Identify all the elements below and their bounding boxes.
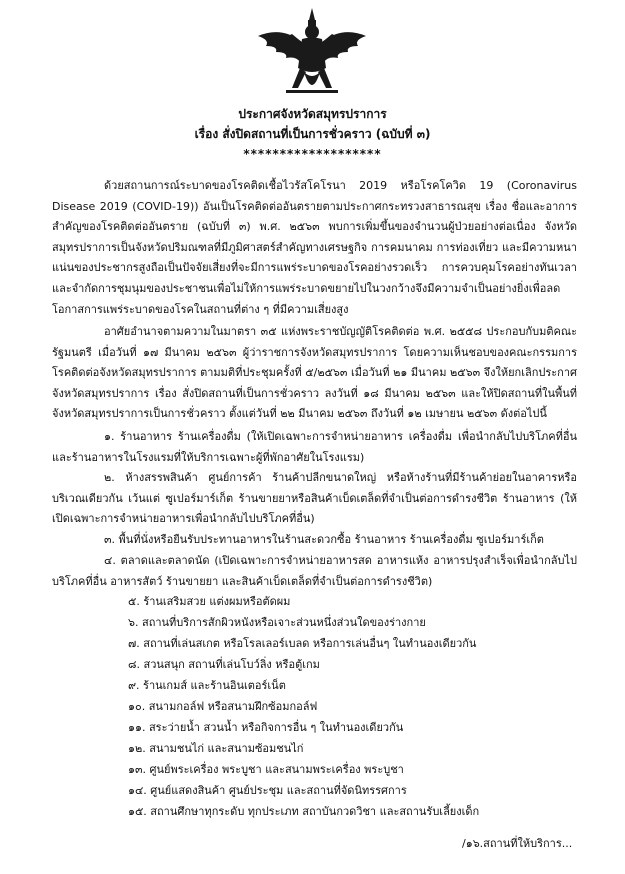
list-item: ๑. ร้านอาหาร ร้านเครื่องดื่ม (ให้เปิดเฉพาะการจำหน่ายอาหาร เครื่องดื่ม เพื่อนำกลับไปบริโภคที่อื่น และร้านอาหารในโรงแรมที่ให้บริการเฉพาะผู้ที่พักอาศัยในโรงแรม)	[52, 430, 577, 464]
authority-paragraph: อาศัยอำนาจตามความในมาตรา ๓๕ แห่งพระราชบัญญัติโรคติดต่อ พ.ศ. ๒๕๕๘ ประกอบกับมติคณะรัฐมนตรี เมื่อวันที่ ๑๗ มีนาคม ๒๕๖๓ ผู้ว่าราชการจังหวัดสมุทรปราการ โดยความเห็นชอบของคณะกรรมการโรคติดต่อจังหวัดสมุทรปราการ ตามมติที่ประชุมครั้งที่ ๕/๒๕๖๓ เมื่อวันที่ ๒๑ มีนาคม ๒๕๖๓ จึงให้ยกเลิกประกาศจังหวัดสมุทรปราการ เรื่อง สั่งปิดสถานที่เป็นการชั่วคราว ลงวันที่ ๑๘ มีนาคม ๒๕๖๓ และให้ปิดสถานที่ในพื้นที่จังหวัดสมุทรปราการเป็นการชั่วคราว ตั้งแต่วันที่ ๒๒ มีนาคม ๒๕๖๓ ถึงวันที่ ๑๒ เมษายน ๒๕๖๓ ดังต่อไปนี้	[52, 325, 577, 421]
list-item: ๕. ร้านเสริมสวย แต่งผมหรือตัดผม	[128, 595, 291, 608]
list-item: ๑๑. สระว่ายน้ำ สวนน้ำ หรือกิจการอื่น ๆ ในทำนองเดียวกัน	[128, 721, 404, 734]
list-item: ๘. สวนสนุก สถานที่เล่นโบว์ลิ่ง หรือตู้เกม	[128, 658, 320, 671]
list-item: ๑๐. สนามกอล์ฟ หรือสนามฝึกซ้อมกอล์ฟ	[128, 700, 318, 713]
list-item: ๑๒. สนามชนไก่ และสนามซ้อมชนไก่	[128, 742, 304, 755]
list-item: ๔. ตลาดและตลาดนัด (เปิดเฉพาะการจำหน่ายอาหารสด อาหารแห้ง อาหารปรุงสำเร็จเพื่อนำกลับไปบริโภคที่อื่น อาหารสัตว์ ร้านขายยา และสินค้าเบ็ดเตล็ดที่จำเป็นต่อการดำรงชีวิต)	[52, 554, 577, 588]
list-item: ๑๕. สถานศึกษาทุกระดับ ทุกประเภท สถาบันกวดวิชา และสถานรับเลี้ยงเด็ก	[128, 805, 480, 818]
announcement-subject: เรื่อง สั่งปิดสถานที่เป็นการชั่วคราว (ฉบับที่ ๓)	[194, 127, 431, 141]
title-separator: *******************	[243, 147, 382, 161]
announcement-title: ประกาศจังหวัดสมุทรปราการ	[238, 107, 387, 121]
list-item: ๖. สถานที่บริการสักผิวหนังหรือเจาะส่วนหนึ่งส่วนใดของร่างกาย	[128, 616, 426, 629]
list-item: ๑๓. ศูนย์พระเครื่อง พระบูชา และสนามพระเครื่อง พระบูชา	[128, 763, 404, 776]
list-item: ๓. พื้นที่นั่งหรือยืนรับประทานอาหารในร้านสะดวกซื้อ ร้านอาหาร ร้านเครื่องดื่ม ซูเปอร์มาร์เก็ต	[104, 533, 544, 546]
continuation-note: /๑๖.สถานที่ให้บริการ...	[462, 837, 573, 850]
preamble-paragraph: ด้วยสถานการณ์ระบาดของโรคติดเชื้อไวรัสโคโรนา 2019 หรือโรคโควิด 19 (Coronavirus Disease 2019 (COVID-19)) อันเป็นโรคติดต่ออันตรายตามประกาศกระทรวงสาธารณสุข เรื่อง ชื่อและอาการสำคัญของโรคติดต่ออันตราย (ฉบับที่ ๓) พ.ศ. ๒๕๖๓ พบการเพิ่มขึ้นของจำนวนผู้ป่วยอย่างต่อเนื่อง จังหวัดสมุทรปราการเป็นจังหวัดปริมณฑลที่มีภูมิศาสตร์สำคัญทางเศรษฐกิจ การคมนาคม การท่องเที่ยว และมีความหนาแน่นของประชากรสูงถือเป็นปัจจัยเสี่ยงที่จะมีการแพร่ระบาดของโรคอย่างรวดเร็ว การควบคุมโรคอย่างทันเวลาและจำกัดการชุมนุมของประชาชนเพื่อไม่ให้การแพร่ระบาดขยายไปในวงกว้างจึงมีความจำเป็นอย่างยิ่งเพื่อลดโอกาสการแพร่ระบาดของโรคในสถานที่ต่าง ๆ ที่มีความเสี่ยงสูง	[52, 179, 577, 316]
garuda-emblem-icon	[252, 6, 372, 102]
list-item: ๑๔. ศูนย์แสดงสินค้า ศูนย์ประชุม และสถานที่จัดนิทรรศการ	[128, 784, 407, 797]
list-item: ๒. ห้างสรรพสินค้า ศูนย์การค้า ร้านค้าปลีกขนาดใหญ่ หรือห้างร้านที่มีร้านค้าย่อยในอาคารหรือบริเวณเดียวกัน เว้นแต่ ซูเปอร์มาร์เก็ต ร้านขายยาหรือสินค้าเบ็ดเตล็ดที่จำเป็นต่อการดำรงชีวิต ร้านอาหาร (ให้เปิดเฉพาะการจำหน่ายอาหารเพื่อนำกลับไปบริโภคที่อื่น)	[52, 471, 577, 526]
list-item: ๗. สถานที่เล่นสเกต หรือโรลเลอร์เบลด หรือการเล่นอื่นๆ ในทำนองเดียวกัน	[128, 637, 477, 650]
list-item: ๙. ร้านเกมส์ และร้านอินเตอร์เน็ต	[128, 679, 286, 692]
